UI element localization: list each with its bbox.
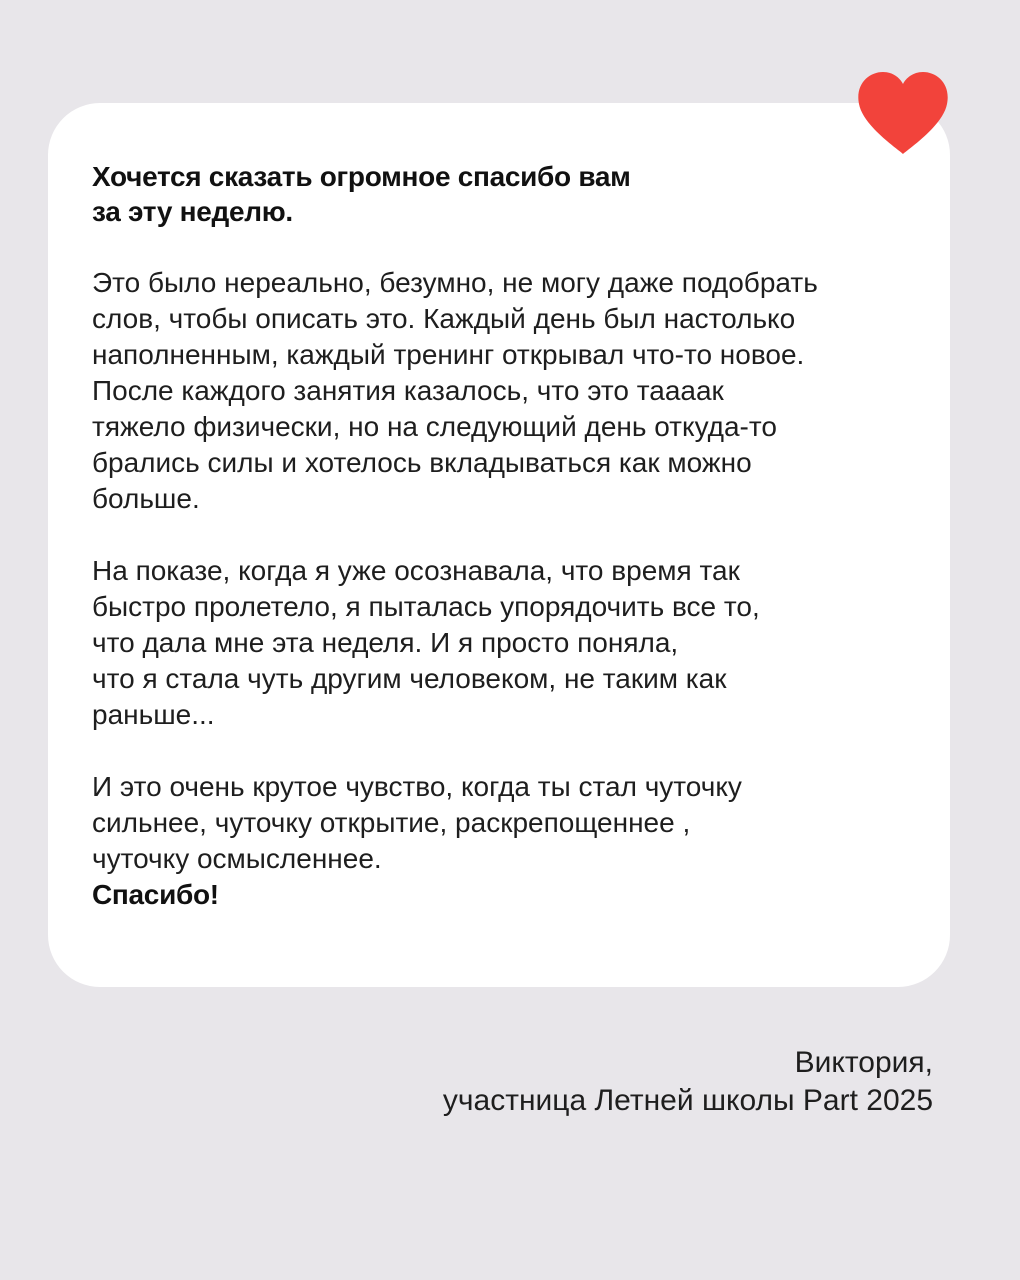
signature-name: Виктория, [794, 1046, 933, 1079]
testimonial-closing: Спасибо! [92, 879, 219, 910]
heart-icon [855, 70, 951, 156]
testimonial-paragraph-2: На показе, когда я уже осознавала, что время так быстро пролетело, я пыталась упорядочить все то, что дала мне эта неделя. И я просто поняла, что я стала чуть другим человеком, не таким как раньше... [92, 555, 760, 730]
signature [443, 1044, 933, 1120]
testimonial-paragraph-1: Это было нереально, безумно, не могу даже подобрать слов, чтобы описать это. Каждый день был настолько наполненным, каждый тренинг открывал что-то новое. После каждого занятия казалось, что это таааак тяжело физически, но на следующий день откуда-то брались силы и хотелось вкладываться как можно больше. [92, 267, 818, 514]
testimonial-heading: Хочется сказать огромное спасибо вам за эту неделю. [92, 161, 631, 227]
testimonial-paragraph-3: И это очень крутое чувство, когда ты стал чуточку сильнее, чуточку открытие, раскрепощеннее , чуточку осмысленнее. [92, 771, 742, 874]
testimonial-card [48, 103, 950, 987]
signature-role: участница Летней школы Part 2025 [442, 1084, 933, 1117]
